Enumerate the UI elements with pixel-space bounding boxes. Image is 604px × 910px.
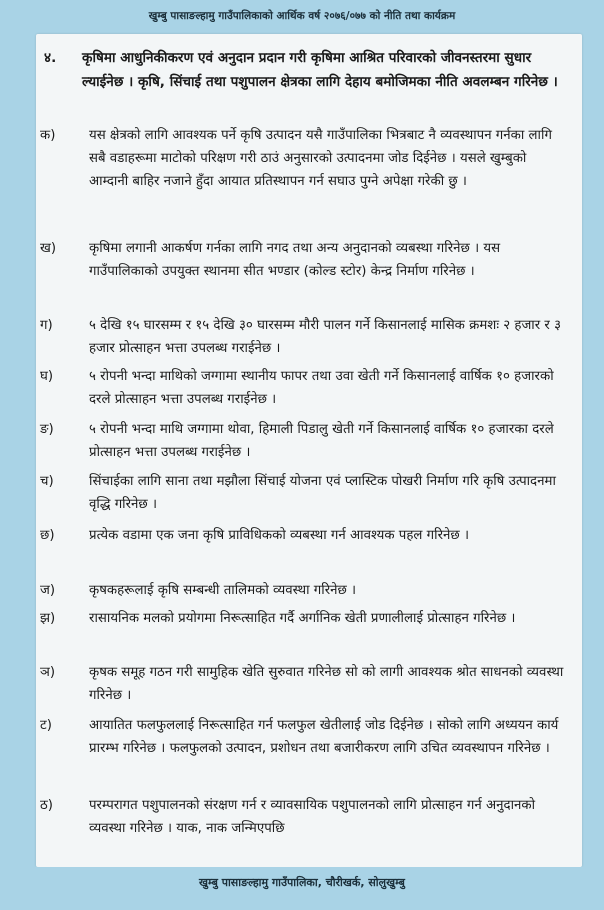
item-label: ज) bbox=[40, 583, 56, 598]
document-page bbox=[36, 34, 582, 867]
item-label: ञ) bbox=[40, 665, 56, 680]
header-band bbox=[0, 0, 604, 34]
item-text: सिंचाईका लागि साना तथा मझौला सिंचाई योजना एवं प्लास्टिक पोखरी निर्माण गरि कृषि उत्पादनमा वृद्धि गरिनेछ । bbox=[89, 474, 556, 512]
document-header-title: खुम्बु पासाङल्हामु गाउँपालिकाको आर्थिक वर्ष २०७६/०७७ को नीति तथा कार्यक्रम bbox=[148, 10, 456, 22]
item-text: परम्परागत पशुपालनको संरक्षण गर्न र व्यावसायिक पशुपालनको लागि प्रोत्साहन गर्न अनुदानको व्यवस्था गरिनेछ । याक, नाक जन्मिएपछि bbox=[89, 798, 536, 836]
item-text: कृषकहरूलाई कृषि सम्बन्धी तालिमको व्यवस्था गरिनेछ । bbox=[89, 583, 357, 598]
item-label: छ) bbox=[40, 528, 55, 543]
section-heading-text: कृषिमा आधुनिकीकरण एवं अनुदान प्रदान गरी कृषिमा आश्रित परिवारको जीवनस्तरमा सुधार ल्याईनेछ । कृषि, सिंचाई तथा पशुपालन क्षेत्रका लागि देहाय बमोजिमका नीति अवलम्बन गरिनेछ । bbox=[82, 50, 558, 90]
item-text: आयातित फलफुललाई निरूत्साहित गर्न फलफुल खेतीलाई जोड दिईनेछ । सोको लागि अध्ययन कार्य प्रारम्भ गरिनेछ । फलफुलको उत्पादन, प्रशोधन तथा बजारीकरण लागि उचित व्यवस्थापन गरिनेछ । bbox=[89, 718, 559, 756]
item-text: कृषिमा लगानी आकर्षण गर्नका लागि नगद तथा अन्य अनुदानको व्यबस्था गरिनेछ । यस गाउँपालिकाको उपयुक्त स्थानमा सीत भण्डार (कोल्ड स्टोर) केन्द्र निर्माण गरिनेछ । bbox=[89, 241, 501, 279]
item-label: ठ) bbox=[40, 798, 53, 813]
item-text: प्रत्येक वडामा एक जना कृषि प्राविधिकको व्यबस्था गर्न आवश्यक पहल गरिनेछ । bbox=[89, 528, 469, 543]
item-text: ५ रोपनी भन्दा माथि जग्गामा थोवा, हिमाली पिडालु खेती गर्ने किसानलाई वार्षिक १० हजारका दरले प्रोत्साहन भत्ता उपलब्ध गराईनेछ । bbox=[89, 422, 554, 460]
section-number: ४. bbox=[44, 50, 57, 66]
item-label: क) bbox=[40, 128, 56, 143]
item-label: घ) bbox=[40, 369, 54, 384]
footer-band bbox=[0, 867, 604, 910]
document-footer-text: खुम्बु पासाङल्हामु गाउँपालिका, चौरीखर्क, सोलुखुम्बु bbox=[199, 876, 405, 889]
item-text: यस क्षेत्रको लागि आवश्यक पर्ने कृषि उत्पादन यसै गाउँपालिका भित्रबाट नै व्यवस्थापन गर्नका लागि सबै वडाहरूमा माटोको परिक्षण गरी ठाउं अनुसारको उत्पादनमा जोड दिईनेछ । यसले खुम्बुको आम्दानी बाहिर नजाने हुँदा आयात प्रतिस्थापन गर्न सघाउ पुग्ने अपेक्षा गरेकी छु । bbox=[89, 128, 552, 189]
item-label: ट) bbox=[40, 718, 52, 733]
item-label: झ) bbox=[40, 611, 56, 626]
item-label: च) bbox=[40, 474, 54, 489]
item-text: ५ देखि १५ घारसम्म र १५ देखि ३० घारसम्म मौरी पालन गर्ने किसानलाई मासिक क्रमशः २ हजार र ३ हजार प्रोत्साहन भत्ता उपलब्ध गराईनेछ । bbox=[89, 318, 561, 356]
item-text: रासायनिक मलको प्रयोगमा निरूत्साहित गर्दै अर्गानिक खेती प्रणालीलाई प्रोत्साहन गरिनेछ । bbox=[89, 611, 516, 626]
item-text: ५ रोपनी भन्दा माथिको जग्गामा स्थानीय फापर तथा उवा खेती गर्ने किसानलाई वार्षिक १० हजारको दरले प्रोत्साहन भत्ता उपलब्ध गराईनेछ । bbox=[89, 369, 554, 407]
item-label: ख) bbox=[40, 241, 57, 256]
item-label: ङ) bbox=[40, 422, 54, 437]
item-text: कृषक समूह गठन गरी सामुहिक खेति सुरुवात गरिनेछ सो को लागी आवश्यक श्रोत साधनको व्यवस्था गरिनेछ । bbox=[89, 665, 564, 703]
item-label: ग) bbox=[40, 318, 53, 333]
